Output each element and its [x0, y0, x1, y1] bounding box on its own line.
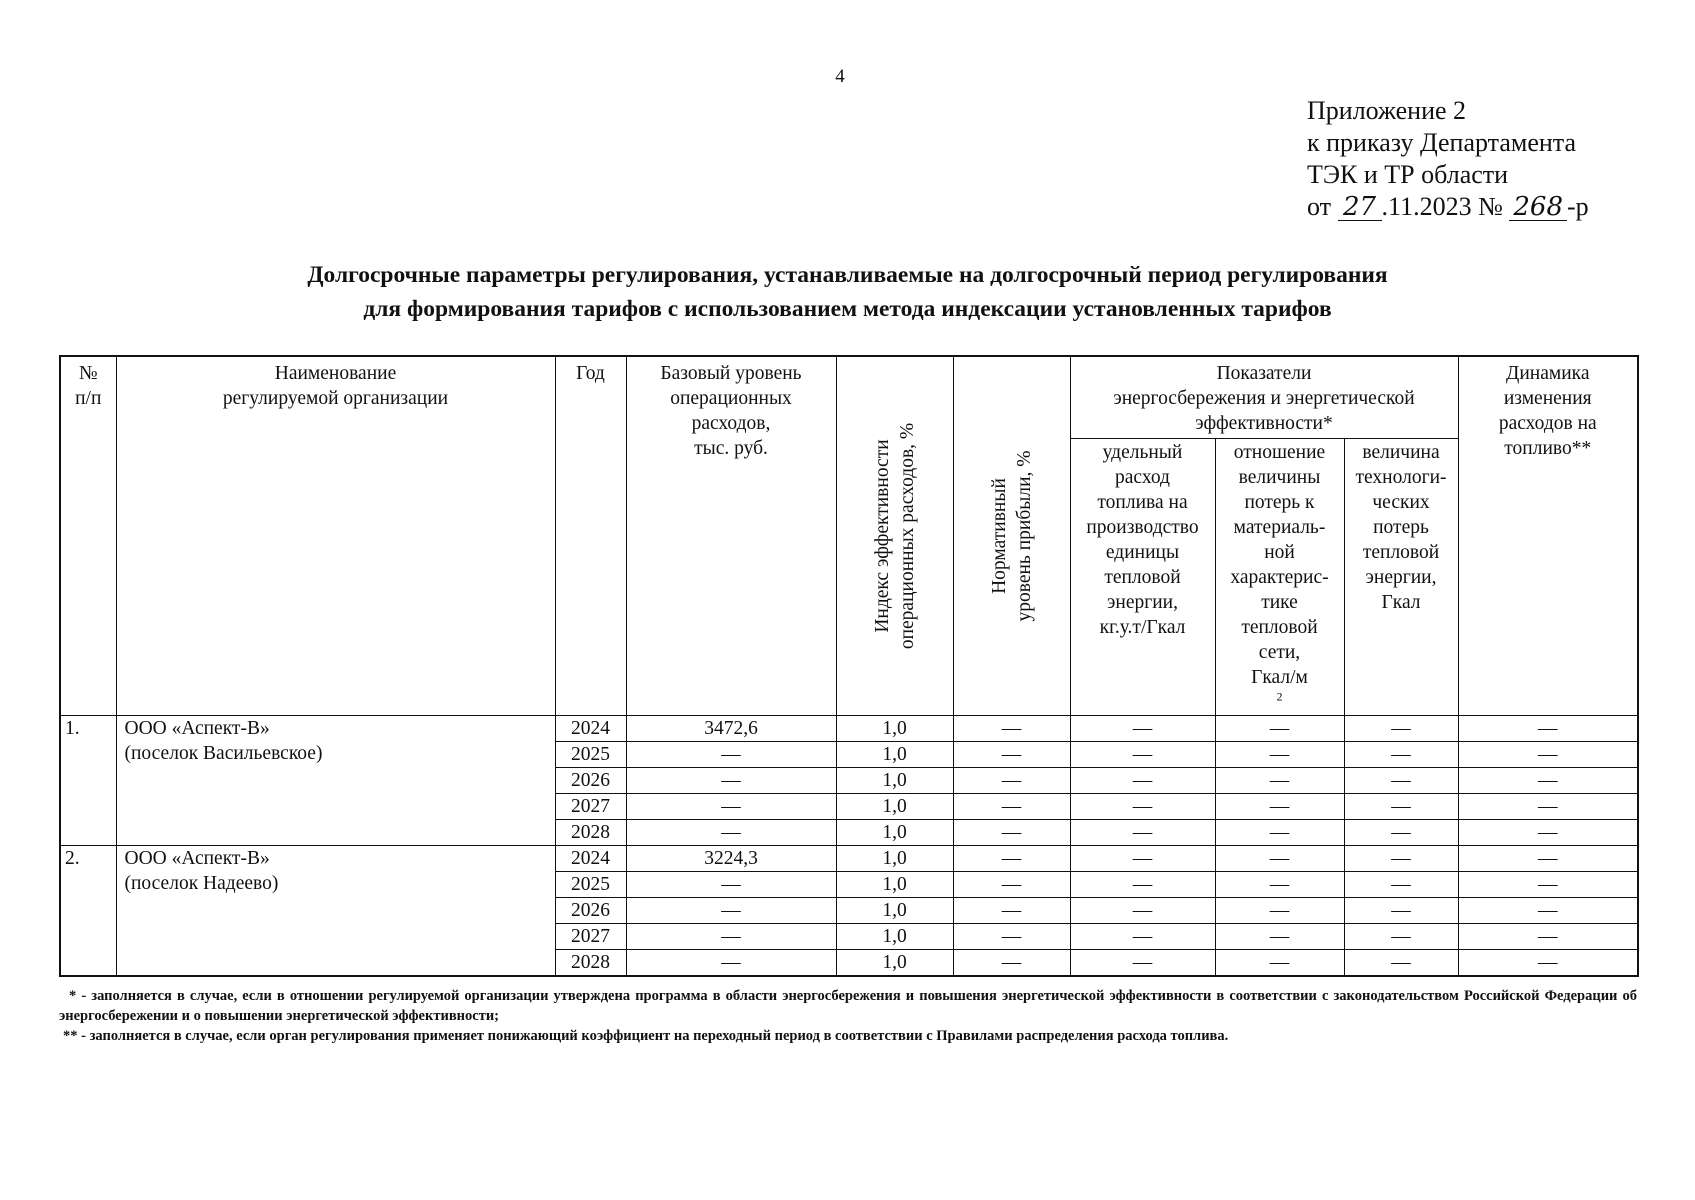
cell-index: 1,0 — [836, 819, 953, 845]
cell-year: 2027 — [555, 793, 626, 819]
cell-index: 1,0 — [836, 897, 953, 923]
document-title — [0, 258, 1695, 326]
table-row — [60, 715, 1638, 741]
cell-year: 2025 — [555, 871, 626, 897]
handwritten-day: 27 — [1338, 194, 1382, 221]
cell-fuel: — — [1070, 871, 1215, 897]
cell-dynamics: — — [1458, 741, 1638, 767]
cell-profit: — — [953, 949, 1070, 976]
cell-dynamics: — — [1458, 845, 1638, 871]
header-year: Год — [555, 356, 626, 715]
cell-losses: — — [1215, 923, 1344, 949]
cell-year: 2028 — [555, 819, 626, 845]
header-fuel-rate: удельный расход топлива на производство единицы тепловой энергии, кг.у.т/Гкал — [1070, 438, 1215, 715]
cell-dynamics: — — [1458, 923, 1638, 949]
cell-base: 3224,3 — [626, 845, 836, 871]
cell-base: — — [626, 949, 836, 976]
cell-dynamics: — — [1458, 767, 1638, 793]
cell-dynamics: — — [1458, 949, 1638, 976]
cell-fuel: — — [1070, 845, 1215, 871]
cell-fuel: — — [1070, 715, 1215, 741]
header-energy-group: Показатели энергосбережения и энергетической эффективности* — [1070, 356, 1458, 438]
cell-fuel: — — [1070, 949, 1215, 976]
cell-base: — — [626, 923, 836, 949]
cell-index: 1,0 — [836, 871, 953, 897]
header-efficiency-index: Индекс эффективности операционных расходов, % — [836, 356, 953, 715]
losses-unit: Гкал/м $^2$ — [1251, 666, 1308, 703]
cell-losses: — — [1215, 715, 1344, 741]
cell-tech: — — [1344, 871, 1458, 897]
table-row — [60, 845, 1638, 871]
order-suffix: -р — [1567, 192, 1589, 221]
cell-dynamics: — — [1458, 819, 1638, 845]
cell-profit: — — [953, 923, 1070, 949]
parameters-table — [59, 355, 1639, 977]
title-line: для формирования тарифов с использованием метода индексации установленных тарифов — [363, 296, 1332, 322]
cell-tech: — — [1344, 715, 1458, 741]
cell-index: 1,0 — [836, 767, 953, 793]
cell-losses: — — [1215, 819, 1344, 845]
cell-tech: — — [1344, 897, 1458, 923]
header-fuel-dynamics: Динамика изменения расходов на топливо** — [1458, 356, 1638, 715]
header-profit-level: Нормативный уровень прибыли, % — [953, 356, 1070, 715]
cell-year: 2026 — [555, 767, 626, 793]
cell-profit: — — [953, 767, 1070, 793]
cell-index: 1,0 — [836, 949, 953, 976]
cell-tech: — — [1344, 949, 1458, 976]
cell-profit: — — [953, 793, 1070, 819]
appendix-block — [1307, 95, 1589, 223]
cell-fuel: — — [1070, 819, 1215, 845]
cell-base: — — [626, 793, 836, 819]
cell-tech: — — [1344, 793, 1458, 819]
footnote-2: ** - заполняется в случае, если орган регулирования применяет понижающий коэффициент на переходный период в соответствии с Правилами распределения расхода топлива. — [63, 1028, 1229, 1044]
appendix-line: ТЭК и ТР области — [1307, 160, 1509, 189]
cell-index: 1,0 — [836, 793, 953, 819]
cell-index: 1,0 — [836, 741, 953, 767]
header-organization: Наименование регулируемой организации — [116, 356, 555, 715]
header-base-level: Базовый уровень операционных расходов, тыс. руб. — [626, 356, 836, 715]
cell-losses: — — [1215, 949, 1344, 976]
cell-dynamics: — — [1458, 897, 1638, 923]
cell-year: 2026 — [555, 897, 626, 923]
cell-dynamics: — — [1458, 871, 1638, 897]
cell-tech: — — [1344, 819, 1458, 845]
cell-profit: — — [953, 715, 1070, 741]
cell-tech: — — [1344, 845, 1458, 871]
org-name: ООО «Аспект-В» (поселок Надеево) — [116, 845, 555, 976]
title-line: Долгосрочные параметры регулирования, устанавливаемые на долгосрочный период регулирования — [307, 262, 1388, 288]
org-number: 1. — [60, 715, 116, 845]
date-rest: .11.2023 № — [1381, 192, 1510, 221]
cell-fuel: — — [1070, 793, 1215, 819]
org-name: ООО «Аспект-В» (поселок Васильевское) — [116, 715, 555, 845]
cell-losses: — — [1215, 897, 1344, 923]
cell-tech: — — [1344, 741, 1458, 767]
cell-losses: — — [1215, 845, 1344, 871]
header-technical-losses: величина технологи- ческих потерь тепловой энергии, Гкал — [1344, 438, 1458, 715]
appendix-line: к приказу Департамента — [1307, 128, 1577, 157]
cell-profit: — — [953, 897, 1070, 923]
cell-base: — — [626, 897, 836, 923]
cell-fuel: — — [1070, 767, 1215, 793]
handwritten-order-number: 268 — [1509, 194, 1567, 221]
cell-year: 2024 — [555, 845, 626, 871]
cell-profit: — — [953, 741, 1070, 767]
footnotes — [59, 986, 1637, 1046]
cell-losses: — — [1215, 793, 1344, 819]
date-prefix: от — [1307, 192, 1338, 221]
cell-tech: — — [1344, 923, 1458, 949]
cell-index: 1,0 — [836, 715, 953, 741]
cell-profit: — — [953, 819, 1070, 845]
cell-year: 2027 — [555, 923, 626, 949]
cell-year: 2024 — [555, 715, 626, 741]
cell-fuel: — — [1070, 741, 1215, 767]
cell-tech: — — [1344, 767, 1458, 793]
cell-base: — — [626, 767, 836, 793]
org-number: 2. — [60, 845, 116, 976]
cell-dynamics: — — [1458, 793, 1638, 819]
appendix-line: Приложение 2 — [1307, 96, 1467, 125]
cell-base: 3472,6 — [626, 715, 836, 741]
cell-base: — — [626, 819, 836, 845]
cell-base: — — [626, 741, 836, 767]
page-number: 4 — [835, 66, 845, 87]
footnote-1: * - заполняется в случае, если в отношении регулируемой организации утверждена программа в области энергосбережения и повышения энергетической эффективности в соответствии с законодательством Российской Федерации об энергосбережении и о повышении энергетической эффективности; — [59, 988, 1637, 1024]
appendix-date-line — [1307, 191, 1589, 223]
cell-index: 1,0 — [836, 923, 953, 949]
cell-year: 2025 — [555, 741, 626, 767]
cell-fuel: — — [1070, 897, 1215, 923]
cell-base: — — [626, 871, 836, 897]
header-losses-ratio: отношение величины потерь к материаль- ной характерис- тике тепловой сети, Гкал/м $^2$ — [1215, 438, 1344, 715]
cell-losses: — — [1215, 871, 1344, 897]
cell-fuel: — — [1070, 923, 1215, 949]
cell-losses: — — [1215, 741, 1344, 767]
cell-index: 1,0 — [836, 845, 953, 871]
cell-losses: — — [1215, 767, 1344, 793]
cell-profit: — — [953, 845, 1070, 871]
header-num: № п/п — [60, 356, 116, 715]
cell-profit: — — [953, 871, 1070, 897]
cell-year: 2028 — [555, 949, 626, 976]
cell-dynamics: — — [1458, 715, 1638, 741]
